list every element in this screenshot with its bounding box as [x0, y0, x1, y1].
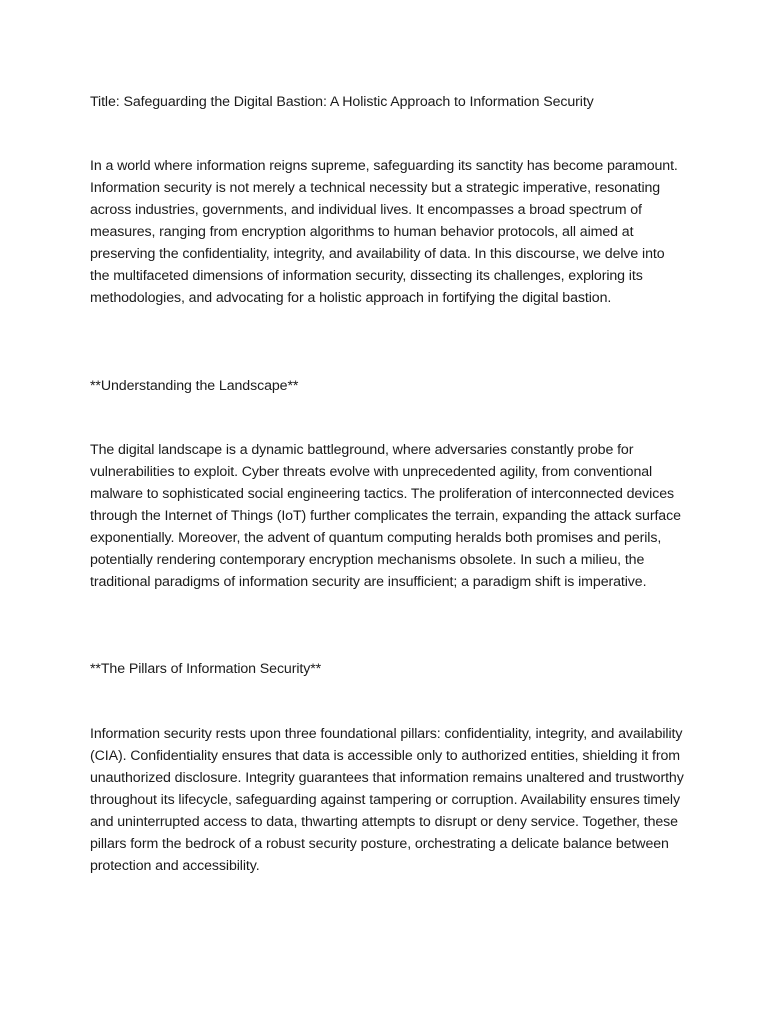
section-heading-landscape: **Understanding the Landscape**	[90, 378, 299, 394]
pillars-paragraph: Information security rests upon three foundational pillars: confidentiality, integrity, and availability (CIA). Confidentiality ensures that data is accessible only to authorized entities, shielding it from unauthorized disclosure. Integrity guarantees that information remains unaltered and trustworthy throughout its lifecycle, safeguarding against tampering or corruption. Availability ensures timely and uninterrupted access to data, thwarting attempts to disrupt or deny service. Together, these pillars form the bedrock of a robust security posture, orchestrating a delicate balance between protection and accessibility.	[90, 726, 684, 874]
section-heading-pillars: **The Pillars of Information Security**	[90, 661, 322, 677]
landscape-paragraph: The digital landscape is a dynamic battleground, where adversaries constantly probe for vulnerabilities to exploit. Cyber threats evolve with unprecedented agility, from conventional malware to sophisticated social engineering tactics. The proliferation of interconnected devices through the Internet of Things (IoT) further complicates the terrain, expanding the attack surface exponentially. Moreover, the advent of quantum computing heralds both promises and perils, potentially rendering contemporary encryption mechanisms obsolete. In such a milieu, the traditional paradigms of information security are insufficient; a paradigm shift is imperative.	[90, 442, 681, 590]
intro-paragraph: In a world where information reigns supreme, safeguarding its sanctity has become paramount. Information security is not merely a technical necessity but a strategic imperative, resonating across industries, governments, and individual lives. It encompasses a broad spectrum of measures, ranging from encryption algorithms to human behavior protocols, all aimed at preserving the confidentiality, integrity, and availability of data. In this discourse, we delve into the multifaceted dimensions of information security, dissecting its challenges, exploring its methodologies, and advocating for a holistic approach in fortifying the digital bastion.	[90, 158, 678, 306]
document-title: Title: Safeguarding the Digital Bastion: A Holistic Approach to Information Security	[90, 94, 594, 110]
